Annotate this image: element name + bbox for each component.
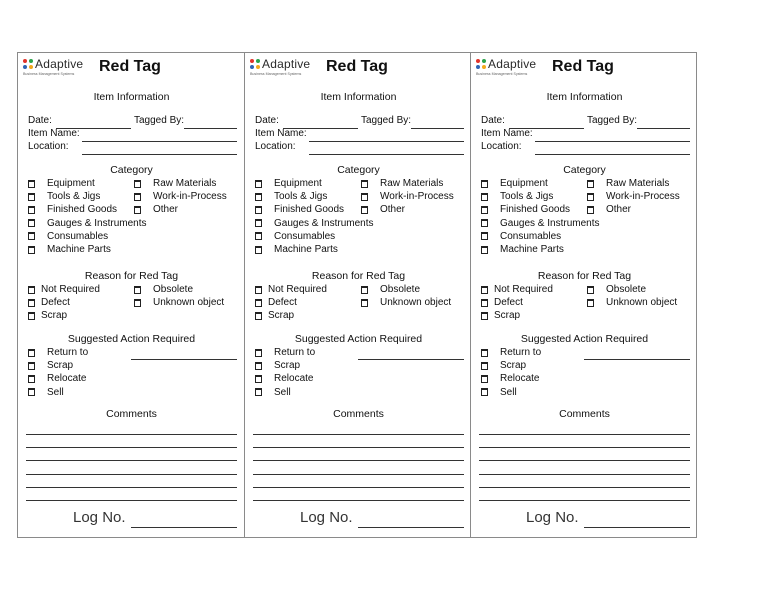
adaptive-logo-icon — [476, 59, 487, 70]
location-label: Location: — [28, 141, 69, 152]
checkbox-option[interactable] — [481, 387, 517, 398]
checkbox-option[interactable] — [255, 360, 300, 371]
checkbox-label: Sell — [274, 386, 291, 398]
checkbox-option[interactable] — [255, 204, 344, 215]
comment-line[interactable] — [253, 500, 464, 501]
date-label: Date: — [481, 115, 505, 126]
checkbox-icon[interactable] — [28, 246, 35, 254]
logo-dot-icon — [256, 59, 260, 63]
card-title: Red Tag — [99, 58, 161, 75]
checkbox-option[interactable] — [28, 284, 100, 295]
checkbox-label: Consumables — [500, 230, 562, 242]
checkbox-icon[interactable] — [361, 180, 368, 188]
checkbox-label: Obsolete — [606, 284, 647, 295]
logo-wordmark: Adaptive — [262, 57, 311, 71]
tagged-by-field[interactable] — [637, 128, 690, 129]
checkbox-label: Scrap — [494, 310, 521, 322]
logo-dot-icon — [29, 65, 33, 69]
red-tag-card — [18, 53, 244, 537]
item-information-heading: Item Information — [320, 91, 397, 103]
checkbox-icon[interactable] — [481, 246, 488, 254]
comment-line[interactable] — [479, 434, 690, 435]
checkbox-label: Raw Materials — [153, 178, 217, 189]
checkbox-icon[interactable] — [481, 388, 488, 396]
checkbox-icon[interactable] — [28, 362, 35, 370]
checkbox-label: Tools & Jigs — [274, 191, 328, 203]
comment-line[interactable] — [479, 474, 690, 475]
checkbox-icon[interactable] — [481, 180, 488, 188]
checkbox-label: Not Required — [268, 284, 327, 295]
checkbox-icon[interactable] — [481, 312, 488, 320]
checkbox-icon[interactable] — [28, 193, 35, 201]
checkbox-icon[interactable] — [255, 286, 262, 294]
checkbox-icon[interactable] — [28, 206, 35, 214]
checkbox-option[interactable] — [255, 191, 327, 202]
checkbox-label: Machine Parts — [47, 244, 111, 255]
checkbox-label: Relocate — [274, 373, 314, 385]
logo-dot-icon — [250, 65, 254, 69]
checkbox-icon[interactable] — [587, 299, 594, 307]
return-to-field[interactable] — [131, 359, 237, 360]
checkbox-label: Unknown object — [606, 297, 678, 309]
checkbox-label: Not Required — [41, 284, 100, 295]
comment-line[interactable] — [479, 487, 690, 488]
logo-dot-icon — [482, 65, 486, 69]
checkbox-option[interactable] — [587, 191, 680, 202]
suggested-action-heading: Suggested Action Required — [67, 333, 196, 345]
checkbox-label: Sell — [47, 386, 64, 398]
log-no-label: Log No. — [73, 509, 126, 526]
logo-dot-icon — [23, 59, 27, 63]
checkbox-option[interactable] — [255, 373, 313, 384]
checkbox-option[interactable] — [361, 191, 454, 202]
comment-line[interactable] — [253, 447, 464, 448]
checkbox-label: Work-in-Process — [380, 191, 454, 203]
category-heading: Category — [110, 164, 153, 176]
checkbox-option[interactable] — [255, 231, 335, 242]
checkbox-icon[interactable] — [255, 219, 262, 227]
logo-wordmark: Adaptive — [35, 57, 84, 71]
checkbox-option[interactable] — [28, 373, 86, 384]
return-to-field[interactable] — [584, 359, 690, 360]
checkbox-label: Raw Materials — [380, 178, 444, 189]
checkbox-label: Equipment — [500, 178, 548, 189]
checkbox-icon[interactable] — [481, 349, 488, 357]
checkbox-label: Unknown object — [380, 297, 452, 309]
checkbox-option[interactable] — [255, 178, 322, 189]
checkbox-label: Work-in-Process — [606, 191, 680, 203]
checkbox-option[interactable] — [134, 178, 216, 189]
category-heading: Category — [563, 164, 606, 176]
checkbox-icon[interactable] — [28, 180, 35, 188]
checkbox-label: Return to — [47, 347, 89, 358]
logo-tagline: Business Management Systems — [250, 72, 302, 76]
checkbox-option[interactable] — [481, 347, 541, 358]
checkbox-label: Not Required — [494, 284, 553, 295]
checkbox-icon[interactable] — [134, 299, 141, 307]
date-label: Date: — [28, 115, 52, 126]
checkbox-option[interactable] — [481, 178, 548, 189]
comment-line[interactable] — [26, 487, 237, 488]
checkbox-option[interactable] — [28, 231, 108, 242]
date-label: Date: — [255, 115, 279, 126]
comment-line[interactable] — [253, 434, 464, 435]
checkbox-label: Gauges & Instruments — [500, 217, 600, 229]
checkbox-icon[interactable] — [255, 299, 262, 307]
checkbox-icon[interactable] — [134, 193, 141, 201]
checkbox-label: Return to — [274, 347, 316, 358]
checkbox-option[interactable] — [28, 297, 70, 308]
checkbox-option[interactable] — [481, 191, 553, 202]
checkbox-icon[interactable] — [481, 206, 488, 214]
logo-dot-icon — [476, 65, 480, 69]
checkbox-option[interactable] — [28, 347, 88, 358]
log-no-label: Log No. — [526, 509, 579, 526]
tagged-by-field[interactable] — [411, 128, 464, 129]
checkbox-option[interactable] — [481, 297, 523, 308]
comment-line[interactable] — [26, 474, 237, 475]
checkbox-label: Other — [606, 204, 632, 216]
checkbox-option[interactable] — [481, 244, 564, 255]
checkbox-icon[interactable] — [255, 349, 262, 357]
checkbox-label: Defect — [268, 297, 297, 309]
checkbox-option[interactable] — [481, 284, 553, 295]
checkbox-icon[interactable] — [255, 232, 262, 240]
adaptive-logo — [476, 57, 546, 79]
tagged-by-label: Tagged By: — [134, 115, 185, 126]
checkbox-label: Return to — [500, 347, 542, 358]
checkbox-icon[interactable] — [481, 375, 488, 383]
checkbox-icon[interactable] — [28, 219, 35, 227]
checkbox-option[interactable] — [28, 387, 64, 398]
checkbox-option[interactable] — [255, 310, 294, 321]
checkbox-label: Obsolete — [153, 284, 194, 295]
comment-line[interactable] — [26, 460, 237, 461]
checkbox-label: Consumables — [47, 230, 109, 242]
checkbox-option[interactable] — [134, 191, 227, 202]
checkbox-icon[interactable] — [255, 362, 262, 370]
location-field[interactable] — [82, 154, 237, 155]
checkbox-icon[interactable] — [481, 362, 488, 370]
checkbox-option[interactable] — [255, 347, 315, 358]
checkbox-option[interactable] — [587, 204, 631, 215]
checkbox-label: Equipment — [47, 178, 95, 189]
checkbox-option[interactable] — [481, 218, 600, 229]
checkbox-label: Defect — [41, 297, 70, 309]
adaptive-logo — [250, 57, 320, 79]
checkbox-label: Gauges & Instruments — [274, 217, 374, 229]
checkbox-option[interactable] — [587, 284, 646, 295]
checkbox-icon[interactable] — [134, 206, 141, 214]
adaptive-logo-icon — [250, 59, 261, 70]
checkbox-icon[interactable] — [587, 286, 594, 294]
red-tag-card — [470, 53, 696, 537]
log-no-field[interactable] — [358, 527, 464, 528]
checkbox-icon[interactable] — [587, 206, 594, 214]
checkbox-label: Gauges & Instruments — [47, 217, 147, 229]
logo-tagline: Business Management Systems — [23, 72, 75, 76]
item-information-heading: Item Information — [546, 91, 623, 103]
comments-heading: Comments — [333, 408, 384, 420]
checkbox-label: Relocate — [47, 373, 87, 385]
checkbox-icon[interactable] — [255, 180, 262, 188]
checkbox-icon[interactable] — [28, 388, 35, 396]
checkbox-label: Tools & Jigs — [500, 191, 554, 203]
checkbox-option[interactable] — [255, 284, 327, 295]
comment-line[interactable] — [479, 447, 690, 448]
tagged-by-label: Tagged By: — [361, 115, 412, 126]
comment-line[interactable] — [479, 460, 690, 461]
item-name-label: Item Name: — [255, 128, 307, 139]
location-field[interactable] — [535, 154, 690, 155]
checkbox-option[interactable] — [28, 310, 67, 321]
checkbox-icon[interactable] — [587, 180, 594, 188]
log-no-field[interactable] — [131, 527, 237, 528]
comments-heading: Comments — [559, 408, 610, 420]
checkbox-label: Scrap — [47, 360, 74, 372]
checkbox-option[interactable] — [587, 178, 669, 189]
logo-dot-icon — [23, 65, 27, 69]
checkbox-icon[interactable] — [361, 206, 368, 214]
tagged-by-label: Tagged By: — [587, 115, 638, 126]
category-heading: Category — [337, 164, 380, 176]
checkbox-icon[interactable] — [481, 299, 488, 307]
checkbox-icon[interactable] — [255, 312, 262, 320]
checkbox-icon[interactable] — [255, 193, 262, 201]
return-to-field[interactable] — [358, 359, 464, 360]
suggested-action-heading: Suggested Action Required — [520, 333, 649, 345]
checkbox-option[interactable] — [481, 360, 526, 371]
red-tag-sheet — [17, 52, 697, 538]
checkbox-label: Other — [153, 204, 179, 216]
logo-dot-icon — [482, 59, 486, 63]
checkbox-option[interactable] — [28, 360, 73, 371]
item-information-heading: Item Information — [93, 91, 170, 103]
checkbox-option[interactable] — [255, 218, 374, 229]
location-label: Location: — [255, 141, 296, 152]
checkbox-label: Other — [380, 204, 406, 216]
checkbox-label: Equipment — [274, 178, 322, 189]
checkbox-option[interactable] — [255, 387, 291, 398]
logo-wordmark: Adaptive — [488, 57, 537, 71]
checkbox-icon[interactable] — [481, 286, 488, 294]
comments-heading: Comments — [106, 408, 157, 420]
checkbox-label: Defect — [494, 297, 523, 309]
tagged-by-field[interactable] — [184, 128, 237, 129]
comment-line[interactable] — [253, 487, 464, 488]
checkbox-icon[interactable] — [255, 375, 262, 383]
comment-line[interactable] — [253, 474, 464, 475]
checkbox-icon[interactable] — [255, 246, 262, 254]
checkbox-label: Sell — [500, 386, 517, 398]
logo-dot-icon — [29, 59, 33, 63]
checkbox-option[interactable] — [361, 297, 451, 308]
red-tag-card — [244, 53, 470, 537]
checkbox-icon[interactable] — [481, 193, 488, 201]
logo-dot-icon — [250, 59, 254, 63]
checkbox-label: Scrap — [274, 360, 301, 372]
checkbox-label: Scrap — [500, 360, 527, 372]
checkbox-label: Finished Goods — [274, 204, 345, 216]
checkbox-option[interactable] — [361, 204, 405, 215]
logo-dot-icon — [476, 59, 480, 63]
checkbox-option[interactable] — [481, 373, 539, 384]
checkbox-label: Raw Materials — [606, 178, 670, 189]
item-name-label: Item Name: — [481, 128, 533, 139]
checkbox-option[interactable] — [28, 204, 117, 215]
reason-heading: Reason for Red Tag — [537, 270, 632, 282]
checkbox-option[interactable] — [28, 244, 111, 255]
comment-line[interactable] — [26, 500, 237, 501]
checkbox-icon[interactable] — [481, 219, 488, 227]
checkbox-icon[interactable] — [134, 180, 141, 188]
comment-line[interactable] — [253, 460, 464, 461]
checkbox-option[interactable] — [361, 178, 443, 189]
checkbox-option[interactable] — [481, 204, 570, 215]
adaptive-logo-icon — [23, 59, 34, 70]
log-no-label: Log No. — [300, 509, 353, 526]
card-title: Red Tag — [326, 58, 388, 75]
checkbox-icon[interactable] — [134, 286, 141, 294]
checkbox-label: Consumables — [274, 230, 336, 242]
checkbox-label: Unknown object — [153, 297, 225, 309]
checkbox-option[interactable] — [481, 310, 520, 321]
checkbox-icon[interactable] — [28, 286, 35, 294]
checkbox-option[interactable] — [481, 231, 561, 242]
checkbox-option[interactable] — [255, 244, 338, 255]
checkbox-icon[interactable] — [587, 193, 594, 201]
suggested-action-heading: Suggested Action Required — [294, 333, 423, 345]
location-field[interactable] — [309, 154, 464, 155]
checkbox-label: Scrap — [41, 310, 68, 322]
checkbox-label: Finished Goods — [500, 204, 571, 216]
checkbox-option[interactable] — [134, 284, 193, 295]
checkbox-label: Work-in-Process — [153, 191, 227, 203]
checkbox-option[interactable] — [587, 297, 677, 308]
checkbox-label: Machine Parts — [500, 244, 564, 255]
checkbox-icon[interactable] — [28, 232, 35, 240]
checkbox-icon[interactable] — [255, 206, 262, 214]
checkbox-option[interactable] — [255, 297, 297, 308]
checkbox-label: Scrap — [268, 310, 295, 322]
checkbox-label: Obsolete — [380, 284, 421, 295]
checkbox-icon[interactable] — [28, 312, 35, 320]
reason-heading: Reason for Red Tag — [84, 270, 179, 282]
adaptive-logo — [23, 57, 93, 79]
logo-tagline: Business Management Systems — [476, 72, 528, 76]
reason-heading: Reason for Red Tag — [311, 270, 406, 282]
item-name-label: Item Name: — [28, 128, 80, 139]
checkbox-option[interactable] — [28, 178, 95, 189]
comment-line[interactable] — [26, 434, 237, 435]
item-name-field[interactable] — [535, 141, 690, 142]
comment-line[interactable] — [479, 500, 690, 501]
checkbox-label: Tools & Jigs — [47, 191, 101, 203]
log-no-field[interactable] — [584, 527, 690, 528]
checkbox-option[interactable] — [28, 218, 147, 229]
checkbox-icon[interactable] — [255, 388, 262, 396]
checkbox-option[interactable] — [134, 204, 178, 215]
checkbox-label: Machine Parts — [274, 244, 338, 255]
item-name-field[interactable] — [82, 141, 237, 142]
checkbox-label: Relocate — [500, 373, 540, 385]
comment-line[interactable] — [26, 447, 237, 448]
checkbox-icon[interactable] — [481, 232, 488, 240]
checkbox-option[interactable] — [361, 284, 420, 295]
checkbox-icon[interactable] — [361, 286, 368, 294]
checkbox-icon[interactable] — [361, 193, 368, 201]
checkbox-icon[interactable] — [28, 375, 35, 383]
checkbox-option[interactable] — [134, 297, 224, 308]
logo-dot-icon — [256, 65, 260, 69]
checkbox-icon[interactable] — [28, 349, 35, 357]
checkbox-icon[interactable] — [361, 299, 368, 307]
checkbox-label: Finished Goods — [47, 204, 118, 216]
checkbox-option[interactable] — [28, 191, 100, 202]
location-label: Location: — [481, 141, 522, 152]
item-name-field[interactable] — [309, 141, 464, 142]
checkbox-icon[interactable] — [28, 299, 35, 307]
card-title: Red Tag — [552, 58, 614, 75]
